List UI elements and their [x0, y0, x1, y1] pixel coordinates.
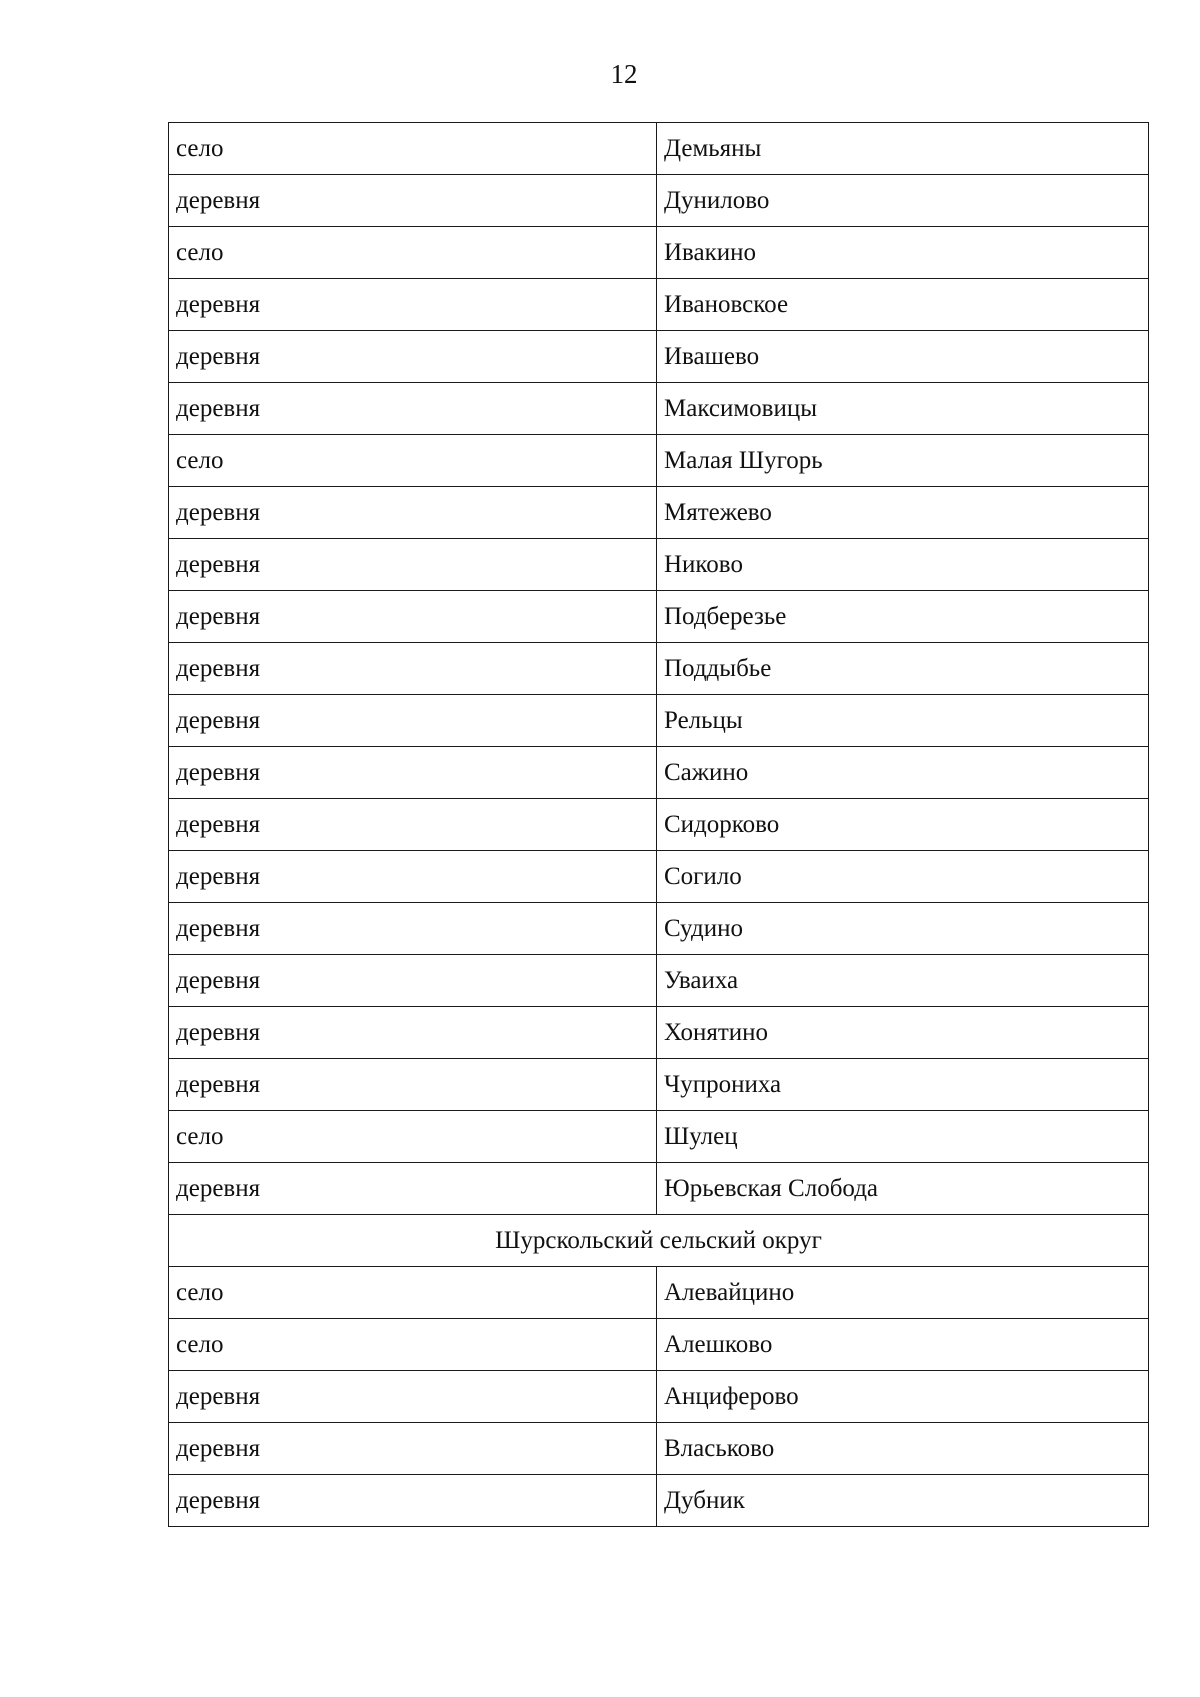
settlement-type-cell: деревня	[169, 1475, 657, 1527]
settlement-name-cell: Дубник	[657, 1475, 1149, 1527]
settlement-name-cell: Сажино	[657, 747, 1149, 799]
table-row	[169, 747, 1149, 799]
settlement-name-cell: Рельцы	[657, 695, 1149, 747]
settlement-type-cell: село	[169, 1267, 657, 1319]
settlements-table	[168, 122, 1149, 1527]
table-row	[169, 1371, 1149, 1423]
table-row	[169, 1267, 1149, 1319]
settlement-type-cell: деревня	[169, 383, 657, 435]
settlement-name-cell: Сидорково	[657, 799, 1149, 851]
settlement-name-cell: Никово	[657, 539, 1149, 591]
table-row	[169, 903, 1149, 955]
table-row	[169, 539, 1149, 591]
table-row	[169, 1163, 1149, 1215]
settlement-type-cell: село	[169, 435, 657, 487]
settlement-name-cell: Малая Шугорь	[657, 435, 1149, 487]
settlement-type-cell: село	[169, 123, 657, 175]
settlement-name-cell: Дунилово	[657, 175, 1149, 227]
settlement-name-cell: Чупрониха	[657, 1059, 1149, 1111]
table-row	[169, 487, 1149, 539]
settlement-name-cell: Подберезье	[657, 591, 1149, 643]
settlement-type-cell: село	[169, 1111, 657, 1163]
settlement-name-cell: Мятежево	[657, 487, 1149, 539]
settlement-name-cell: Шулец	[657, 1111, 1149, 1163]
settlement-type-cell: деревня	[169, 279, 657, 331]
table-row	[169, 1475, 1149, 1527]
table-row	[169, 695, 1149, 747]
settlement-name-cell: Ивашево	[657, 331, 1149, 383]
settlement-name-cell: Власьково	[657, 1423, 1149, 1475]
table-row	[169, 643, 1149, 695]
table-row	[169, 955, 1149, 1007]
table-row	[169, 279, 1149, 331]
settlement-name-cell: Алевайцино	[657, 1267, 1149, 1319]
table-row	[169, 383, 1149, 435]
settlement-type-cell: деревня	[169, 695, 657, 747]
settlement-type-cell: деревня	[169, 851, 657, 903]
settlement-name-cell: Поддыбье	[657, 643, 1149, 695]
settlement-type-cell: деревня	[169, 539, 657, 591]
table-row	[169, 175, 1149, 227]
settlement-type-cell: село	[169, 1319, 657, 1371]
settlement-name-cell: Алешково	[657, 1319, 1149, 1371]
settlement-type-cell: деревня	[169, 487, 657, 539]
settlement-name-cell: Ивакино	[657, 227, 1149, 279]
table-row	[169, 1319, 1149, 1371]
settlement-name-cell: Хонятино	[657, 1007, 1149, 1059]
settlement-type-cell: деревня	[169, 1163, 657, 1215]
settlement-name-cell: Уваиха	[657, 955, 1149, 1007]
settlement-name-cell: Согило	[657, 851, 1149, 903]
settlement-name-cell: Максимовицы	[657, 383, 1149, 435]
settlement-type-cell: деревня	[169, 1371, 657, 1423]
table-row	[169, 1423, 1149, 1475]
table-row	[169, 331, 1149, 383]
settlement-type-cell: деревня	[169, 1059, 657, 1111]
settlement-type-cell: деревня	[169, 747, 657, 799]
settlement-type-cell: село	[169, 227, 657, 279]
section-heading-row	[169, 1215, 1149, 1267]
table-row	[169, 435, 1149, 487]
table-row	[169, 851, 1149, 903]
table-row	[169, 1111, 1149, 1163]
table-row	[169, 591, 1149, 643]
table-row	[169, 123, 1149, 175]
settlement-name-cell: Юрьевская Слобода	[657, 1163, 1149, 1215]
settlement-type-cell: деревня	[169, 955, 657, 1007]
settlement-type-cell: деревня	[169, 643, 657, 695]
settlement-type-cell: деревня	[169, 331, 657, 383]
settlement-name-cell: Демьяны	[657, 123, 1149, 175]
table-row	[169, 799, 1149, 851]
settlement-name-cell: Судино	[657, 903, 1149, 955]
table-row	[169, 227, 1149, 279]
page-number: 12	[610, 59, 638, 89]
settlement-name-cell: Ивановское	[657, 279, 1149, 331]
settlement-type-cell: деревня	[169, 1007, 657, 1059]
table-row	[169, 1007, 1149, 1059]
settlement-name-cell: Анциферово	[657, 1371, 1149, 1423]
settlement-type-cell: деревня	[169, 903, 657, 955]
settlement-type-cell: деревня	[169, 591, 657, 643]
settlement-type-cell: деревня	[169, 799, 657, 851]
table-row	[169, 1059, 1149, 1111]
settlement-type-cell: деревня	[169, 175, 657, 227]
section-heading: Шурскольский сельский округ	[169, 1215, 1149, 1267]
settlement-type-cell: деревня	[169, 1423, 657, 1475]
